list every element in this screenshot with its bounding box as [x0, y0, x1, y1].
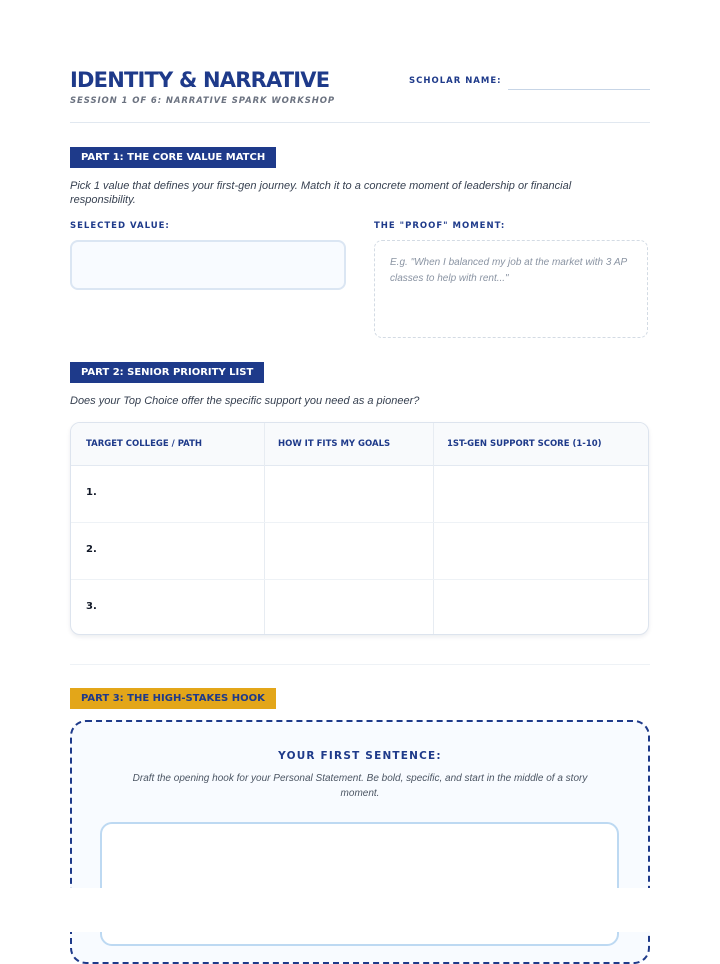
part2-badge: PART 2: SENIOR PRIORITY LIST — [70, 362, 264, 383]
column-divider — [264, 423, 265, 634]
hook-card-description: Draft the opening hook for your Personal Statement. Be bold, specific, and start in the middle of a story moment. — [132, 773, 588, 799]
selected-value-label: SELECTED VALUE: — [70, 221, 170, 231]
scholar-name-field[interactable] — [508, 89, 650, 90]
part2-prompt: Does your Top Choice offer the specific support you need as a pioneer? — [70, 395, 420, 407]
proof-moment-placeholder: E.g. "When I balanced my job at the market with 3 AP classes to help with rent..." — [390, 257, 627, 284]
part1-badge: PART 1: THE CORE VALUE MATCH — [70, 147, 276, 168]
column-header-target-college: TARGET COLLEGE / PATH — [86, 439, 202, 449]
session-subtitle: SESSION 1 OF 6: NARRATIVE SPARK WORKSHOP — [70, 96, 335, 106]
scholar-name-label: SCHOLAR NAME: — [409, 76, 502, 86]
column-header-support-score: 1ST-GEN SUPPORT SCORE (1-10) — [447, 439, 602, 449]
part1-prompt: Pick 1 value that defines your first-gen journey. Match it to a concrete moment of leadership or financial responsibility. — [70, 180, 572, 206]
header-divider — [70, 122, 650, 123]
part3-badge: PART 3: THE HIGH-STAKES HOOK — [70, 688, 276, 709]
column-header-fit-goals: HOW IT FITS MY GOALS — [278, 439, 391, 449]
proof-moment-input[interactable] — [374, 240, 648, 338]
priority-table-header — [71, 423, 648, 466]
table-row-number: 2. — [86, 544, 97, 555]
page-cutoff — [0, 888, 720, 932]
proof-moment-label: THE "PROOF" MOMENT: — [374, 221, 506, 231]
priority-table — [70, 422, 649, 635]
hook-card-title: YOUR FIRST SENTENCE: — [278, 750, 442, 762]
row-divider — [71, 579, 648, 580]
page-title: IDENTITY & NARRATIVE — [70, 68, 330, 92]
section-divider — [70, 664, 650, 665]
selected-value-input[interactable] — [70, 240, 346, 290]
table-row-number: 3. — [86, 601, 97, 612]
row-divider — [71, 522, 648, 523]
table-row-number: 1. — [86, 487, 97, 498]
column-divider — [433, 423, 434, 634]
